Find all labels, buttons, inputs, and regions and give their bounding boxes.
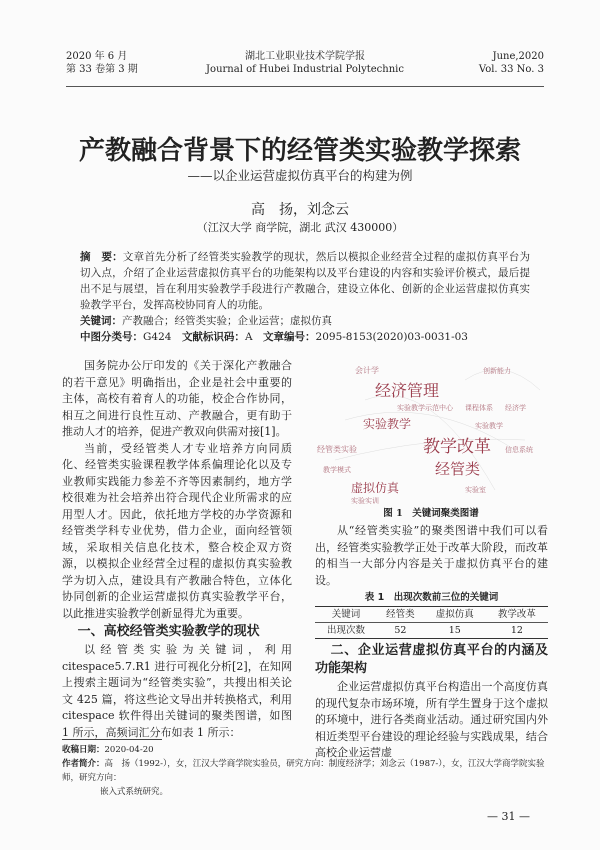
table-header: 虚拟仿真: [424, 607, 486, 623]
keywords-label: 关键词：: [80, 315, 122, 327]
footnote-rule: [62, 739, 162, 740]
clc-value: G424: [143, 331, 172, 343]
abstract-text: 文章首先分析了经管类实验教学的现状，然后以模拟企业经营全过程的虚拟仿真平台为切入点，介绍了企业运营虚拟仿真平台的功能架构以及平台建设的内容和实验评价模式，最后提出不足与展望，旨在利用实验教学手段进行产教融合，建设立体化、创新的企业运营虚拟仿真实验教学平台，发挥高校协同育人的功能。: [80, 251, 531, 311]
wordcloud-keyword: 实验教学: [475, 422, 503, 430]
section-heading-1: 一、高校经管类实验教学的现状: [77, 624, 260, 639]
article-no-label: 文章编号：: [263, 331, 316, 343]
issue-date-en: June,2020: [492, 51, 544, 62]
table-header: 教学改革: [486, 607, 548, 623]
affiliation: （江汉大学 商学院，湖北 武汉 430000）: [196, 221, 404, 234]
table-cell: 15: [448, 625, 461, 636]
doc-code-label: 文献标识码：: [181, 331, 245, 343]
authors: 高 扬，刘念云: [251, 202, 349, 218]
paragraph: 国务院办公厅印发的《关于深化产教融合的若干意见》明确指出，企业是社会中重要的主体，高校有着育人的功能，校企合作协同，相互之间进行良性互动、产教融合，更有助于推动人才的培养，促进产教双向供需对接[1]。: [62, 359, 292, 438]
keywords-text: 产教融合；经管类实验；企业运营；虚拟仿真: [122, 315, 332, 327]
table-cell: 出现次数: [327, 625, 366, 636]
page-number: — 31 —: [487, 810, 530, 823]
table-row: [315, 623, 548, 639]
table-header: 关键词: [315, 607, 377, 623]
issue-date-cn: 2020 年 6 月: [66, 51, 128, 62]
issue-volume-cn: 第 33 卷第 3 期: [66, 64, 138, 75]
paragraph: 企业运营虚拟仿真平台构造出一个高度仿真的现代复杂市场环境，所有学生置身于这个虚拟的环境中，进行各类商业活动。通过研究国内外相近类型平台建设的理论经验与实践成果，结合高校企业运营虚: [315, 680, 548, 759]
wordcloud-keyword: 实验实训: [351, 497, 379, 505]
wordcloud-keyword: 创新能力: [483, 367, 511, 375]
wordcloud-keyword: 虚拟仿真: [351, 481, 400, 495]
author-bio: 高 扬（1992-），女，江汉大学商学院实验员，研究方向：制度经济学；刘念云（1987-），女，江汉大学商学院实验师，研究方向：: [62, 759, 545, 783]
abstract-block: [80, 249, 530, 345]
doc-code-value: A: [244, 331, 253, 343]
clc-label: 中图分类号：: [80, 331, 143, 343]
article-subtitle: ——以企业运营虚拟仿真平台的构建为例: [187, 168, 413, 183]
wordcloud-keyword: 会计学: [355, 366, 379, 375]
footnote: [62, 743, 545, 799]
paragraph: 以经管类实验为关键词，利用 citespace5.7.R1 进行可视化分析[2]，在知网上搜索主题词为“经管类实验”，共搜出相关论文 425 篇，将这些论文导出并转换格式，利用 citespace 软件得出关键词的聚类图谱，如图 1 所示，高频词汇分布如表 1 所示：: [62, 643, 292, 739]
article-title: 产教融合背景下的经管类实验教学探索: [78, 136, 521, 166]
wordcloud-keyword: 信息系统: [505, 446, 533, 454]
table-header: 经管类: [377, 607, 424, 623]
running-header: [66, 50, 544, 87]
keyword-table: [315, 606, 548, 639]
keyword-cluster-figure: [315, 360, 547, 505]
table-cell: 12: [510, 625, 523, 636]
right-column: [315, 523, 548, 762]
journal-name-cn: 湖北工业职业技术学院学报: [245, 51, 365, 62]
wordcloud-keyword: 实验教学: [363, 417, 412, 431]
table-header-row: [315, 607, 548, 623]
received-date: 2020-04-20: [104, 745, 154, 755]
wordcloud-keyword: 实验教学示范中心: [397, 404, 453, 412]
wordcloud-keyword: 实验室: [465, 486, 486, 494]
paragraph: 从“经管类实验”的聚类图谱中我们可以看出，经管类实验教学正处于改革大阶段，而改革的相当一大部分内容是关于虚拟仿真平台的建设。: [315, 524, 548, 587]
table-caption: 表 1 出现次数前三位的关键词: [364, 592, 499, 603]
bio-label: 作者简介：: [62, 759, 105, 769]
received-label: 收稿日期：: [62, 745, 105, 755]
wordcloud-keyword: 经管类实验: [317, 445, 357, 454]
section-heading-2: 二、企业运营虚拟仿真平台的内涵及功能架构: [315, 643, 548, 676]
wordcloud-keyword: 经济学: [505, 404, 526, 412]
wordcloud-keyword: 教学改革: [423, 437, 491, 457]
figure-caption: 图 1 关键词聚类图谱: [383, 508, 479, 519]
paragraph: 当前，受经管类人才专业培养方向同质化、经管类实验课程教学体系偏理论化以及专业教师实践能力参差不齐等因素制约，地方学校很难为社会培养出符合现代企业所需求的应用型人才。因此，依托地方学校的办学资源和经管类学科专业优势，借力企业，面向经管领域，采取相关信息化技术，整合校企双方资源，以模拟企业经营全过程的虚拟仿真实验教学为切入点，建设具有产教融合特色，立体化协同创新的企业运营虚拟仿真实验教学平台，以此推进实验教学创新显得尤为重要。: [62, 441, 292, 620]
abstract-label: 摘 要：: [80, 251, 123, 263]
classification-line: [80, 329, 530, 345]
wordcloud-keyword: 经济管理: [375, 381, 440, 400]
author-bio-cont: 嵌入式系统研究。: [100, 787, 169, 797]
table-cell: 52: [394, 625, 407, 636]
wordcloud-keyword: 经管类: [435, 460, 481, 478]
left-column: [62, 358, 292, 741]
issue-volume-en: Vol. 33 No. 3: [478, 64, 544, 75]
wordcloud-keyword: 教学模式: [323, 466, 351, 474]
wordcloud-keyword: 课程体系: [465, 404, 493, 412]
article-no-value: 2095-8153(2020)03-0031-03: [315, 331, 468, 343]
journal-name-en: Journal of Hubei Industrial Polytechnic: [206, 64, 404, 75]
